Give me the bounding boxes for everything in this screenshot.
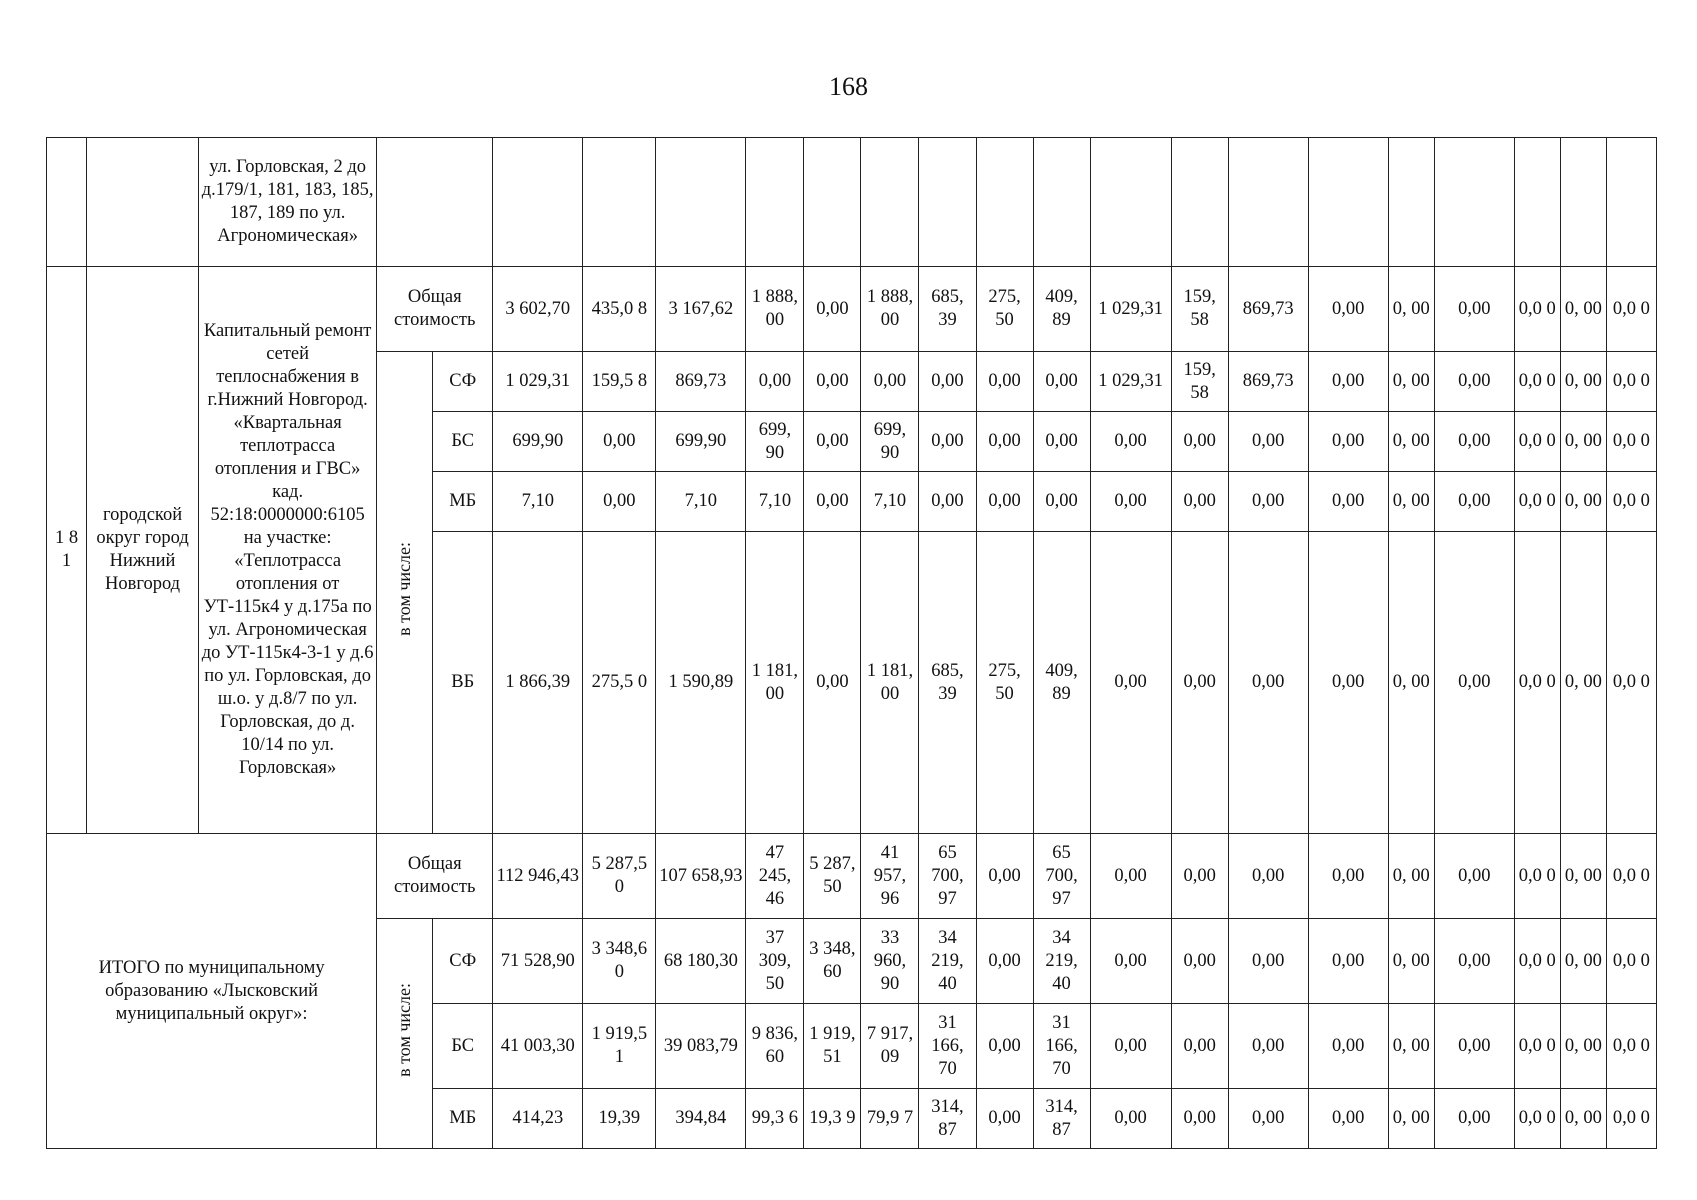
value-cell: 699,90 <box>656 412 746 472</box>
value-cell: 0,00 <box>1090 834 1171 919</box>
value-cell: 0, 00 <box>1388 1089 1434 1149</box>
value-cell: 41 957, 96 <box>861 834 919 919</box>
including-label: в том числе: <box>394 983 415 1077</box>
page-number: 168 <box>829 72 868 101</box>
value-cell: 394,84 <box>656 1089 746 1149</box>
object-address-cell: ул. Горловская, 2 до д.179/1, 181, 183, 185, 187, 189 по ул. Агрономическая» <box>199 138 377 267</box>
value-cell: 0,0 0 <box>1606 1004 1656 1089</box>
value-cell: 0, 00 <box>1388 834 1434 919</box>
value-cell: 0, 00 <box>1560 532 1606 834</box>
value-cell: 1 029,31 <box>1090 267 1171 352</box>
value-cell: 0,00 <box>1308 532 1388 834</box>
row-number-cell: 1 8 1 <box>47 267 87 834</box>
value-cell: 1 181, 00 <box>746 532 804 834</box>
value-cell: 0,00 <box>1434 412 1514 472</box>
value-cell: 0,0 0 <box>1514 1089 1560 1149</box>
financing-table <box>46 137 1657 1149</box>
row-label-cell: БС <box>433 412 493 472</box>
value-cell: 0, 00 <box>1560 834 1606 919</box>
value-cell: 0,0 0 <box>1606 919 1656 1004</box>
value-cell: 0,00 <box>1090 532 1171 834</box>
value-cell: 0, 00 <box>1388 1004 1434 1089</box>
value-cell: 0,00 <box>1308 834 1388 919</box>
value-cell: 0,00 <box>1171 472 1228 532</box>
value-cell: 1 888, 00 <box>746 267 804 352</box>
value-cell: 0,00 <box>976 1089 1033 1149</box>
value-cell: 0,00 <box>1308 267 1388 352</box>
value-cell: 0,00 <box>1228 919 1308 1004</box>
value-cell: 0,0 0 <box>1606 472 1656 532</box>
value-cell: 0,0 0 <box>1606 267 1656 352</box>
value-cell: 0,00 <box>1090 1089 1171 1149</box>
value-cell: 0, 00 <box>1388 412 1434 472</box>
value-cell: 0, 00 <box>1560 267 1606 352</box>
value-cell: 1 888, 00 <box>861 267 919 352</box>
value-cell: 0,00 <box>919 352 976 412</box>
value-cell: 0, 00 <box>1388 352 1434 412</box>
value-cell: 33 960, 90 <box>861 919 919 1004</box>
value-cell: 7 917, 09 <box>861 1004 919 1089</box>
value-cell: 159,5 8 <box>583 352 656 412</box>
total-row <box>47 834 1657 919</box>
value-cell: 0,00 <box>1434 472 1514 532</box>
value-cell: 0,0 0 <box>1514 472 1560 532</box>
value-cell: 0,00 <box>1171 919 1228 1004</box>
row-label-cell: БС <box>433 1004 493 1089</box>
including-label-cell <box>377 352 433 834</box>
value-cell: 699, 90 <box>746 412 804 472</box>
value-cell: 0,00 <box>1171 1004 1228 1089</box>
value-cell: 68 180,30 <box>656 919 746 1004</box>
value-cell: 0,00 <box>583 412 656 472</box>
value-cell: 0,00 <box>1434 834 1514 919</box>
value-cell: 275,5 0 <box>583 532 656 834</box>
value-cell: 0, 00 <box>1560 412 1606 472</box>
value-cell: 0,00 <box>1228 1004 1308 1089</box>
value-cell: 0,00 <box>1308 1089 1388 1149</box>
value-cell: 275, 50 <box>976 267 1033 352</box>
value-cell: 0, 00 <box>1560 1089 1606 1149</box>
value-cell: 0, 00 <box>1560 1004 1606 1089</box>
value-cell: 7,10 <box>656 472 746 532</box>
value-cell: 5 287, 50 <box>804 834 861 919</box>
value-cell: 79,9 7 <box>861 1089 919 1149</box>
value-cell: 0,00 <box>746 352 804 412</box>
municipality-cell <box>87 138 199 267</box>
value-cell: 0,00 <box>919 472 976 532</box>
value-cell: 0,0 0 <box>1514 532 1560 834</box>
object-description-cell: Капитальный ремонт сетей теплоснабжения в г.Нижний Новгород. «Квартальная теплотрасса отопления и ГВС» кад. 52:18:0000000:6105 на участке: «Теплотрасса отопления от УТ-115к4 у д.175а по ул. Агрономическая до УТ-115к4-3-1 у д.6 по ул. Горловская, до ш.о. у д.8/7 по ул. Горловская, до д. 10/14 по ул. Горловская» <box>199 267 377 834</box>
value-cell: 1 919, 51 <box>804 1004 861 1089</box>
value-cell: 0,00 <box>1171 1089 1228 1149</box>
value-cell: 0, 00 <box>1560 352 1606 412</box>
value-cell: 699,90 <box>493 412 583 472</box>
value-cell: 0,00 <box>804 267 861 352</box>
value-cell: 0,00 <box>1228 1089 1308 1149</box>
row-number-cell <box>47 138 87 267</box>
value-cell: 0,00 <box>1308 919 1388 1004</box>
value-cell: 314, 87 <box>1033 1089 1090 1149</box>
value-cell: 1 866,39 <box>493 532 583 834</box>
value-cell: 0,00 <box>1308 472 1388 532</box>
value-cell: 0, 00 <box>1560 919 1606 1004</box>
value-cell: 414,23 <box>493 1089 583 1149</box>
value-cell: 314, 87 <box>919 1089 976 1149</box>
value-cell: 37 309, 50 <box>746 919 804 1004</box>
row-label-cell: ВБ <box>433 532 493 834</box>
value-cell: 0,00 <box>1434 352 1514 412</box>
value-cell: 65 700, 97 <box>1033 834 1090 919</box>
value-cell: 409, 89 <box>1033 267 1090 352</box>
row-label-cell: Общая стоимость <box>377 267 493 352</box>
value-cell: 3 348, 60 <box>804 919 861 1004</box>
value-cell: 409, 89 <box>1033 532 1090 834</box>
value-cell: 0,00 <box>976 919 1033 1004</box>
value-cell: 0,00 <box>1308 352 1388 412</box>
value-cell: 34 219, 40 <box>1033 919 1090 1004</box>
value-cell: 0,00 <box>1171 412 1228 472</box>
value-cell: 0, 00 <box>1388 472 1434 532</box>
value-cell: 47 245, 46 <box>746 834 804 919</box>
including-label-cell <box>377 919 433 1149</box>
value-cell: 0,0 0 <box>1514 834 1560 919</box>
value-cell: 699, 90 <box>861 412 919 472</box>
value-cell: 0,0 0 <box>1514 267 1560 352</box>
value-cell: 99,3 6 <box>746 1089 804 1149</box>
row-label-cell: МБ <box>433 472 493 532</box>
value-cell: 0,0 0 <box>1514 919 1560 1004</box>
address-continuation-row <box>47 138 1657 267</box>
value-cell: 0,0 0 <box>1606 532 1656 834</box>
value-cell: 0,00 <box>1228 472 1308 532</box>
value-cell: 0,00 <box>1171 834 1228 919</box>
value-cell: 0,00 <box>1090 919 1171 1004</box>
value-cell: 0,00 <box>1434 267 1514 352</box>
value-cell: 0,00 <box>1033 352 1090 412</box>
value-cell: 31 166, 70 <box>919 1004 976 1089</box>
value-cell: 31 166, 70 <box>1033 1004 1090 1089</box>
value-cell: 0,00 <box>976 472 1033 532</box>
value-cell: 1 029,31 <box>1090 352 1171 412</box>
value-cell: 9 836, 60 <box>746 1004 804 1089</box>
value-cell: 19,39 <box>583 1089 656 1149</box>
value-cell: 0,00 <box>976 412 1033 472</box>
value-cell: 0,00 <box>1228 412 1308 472</box>
value-cell: 0, 00 <box>1388 919 1434 1004</box>
value-cell: 159, 58 <box>1171 267 1228 352</box>
value-cell: 0,00 <box>976 352 1033 412</box>
value-cell: 869,73 <box>1228 267 1308 352</box>
value-cell: 71 528,90 <box>493 919 583 1004</box>
value-cell: 65 700, 97 <box>919 834 976 919</box>
value-cell: 7,10 <box>493 472 583 532</box>
value-cell: 0,00 <box>1434 1089 1514 1149</box>
value-cell: 0,00 <box>1033 472 1090 532</box>
value-cell: 1 590,89 <box>656 532 746 834</box>
value-cell: 159, 58 <box>1171 352 1228 412</box>
value-cell: 685, 39 <box>919 532 976 834</box>
value-cell: 275, 50 <box>976 532 1033 834</box>
value-cell: 1 029,31 <box>493 352 583 412</box>
value-cell: 0,00 <box>1434 919 1514 1004</box>
value-cell: 3 602,70 <box>493 267 583 352</box>
value-cell: 0,00 <box>976 1004 1033 1089</box>
value-cell: 869,73 <box>656 352 746 412</box>
value-cell: 19,3 9 <box>804 1089 861 1149</box>
value-cell: 0,0 0 <box>1606 352 1656 412</box>
value-cell: 869,73 <box>1228 352 1308 412</box>
value-cell: 435,0 8 <box>583 267 656 352</box>
row-label-cell: СФ <box>433 919 493 1004</box>
value-cell: 0, 00 <box>1560 472 1606 532</box>
value-cell: 107 658,93 <box>656 834 746 919</box>
value-cell: 0,00 <box>1228 834 1308 919</box>
value-cell: 0,00 <box>804 412 861 472</box>
value-cell: 685, 39 <box>919 267 976 352</box>
value-cell: 1 181, 00 <box>861 532 919 834</box>
value-cell: 0,00 <box>1033 412 1090 472</box>
value-cell: 1 919,5 1 <box>583 1004 656 1089</box>
value-cell: 34 219, 40 <box>919 919 976 1004</box>
value-cell: 0,00 <box>1434 532 1514 834</box>
entry-row <box>47 267 1657 352</box>
value-cell: 0,00 <box>1090 412 1171 472</box>
value-cell: 0,0 0 <box>1514 352 1560 412</box>
value-cell: 0,00 <box>1308 412 1388 472</box>
municipality-cell: городской округ город Нижний Новгород <box>87 267 199 834</box>
value-cell: 5 287,5 0 <box>583 834 656 919</box>
total-label-cell: ИТОГО по муниципальному образованию «Лысковский муниципальный округ»: <box>47 834 377 1149</box>
value-cell: 0,00 <box>1171 532 1228 834</box>
value-cell: 0, 00 <box>1388 532 1434 834</box>
value-cell: 3 167,62 <box>656 267 746 352</box>
value-cell: 0,00 <box>976 834 1033 919</box>
value-cell: 0,0 0 <box>1606 1089 1656 1149</box>
value-cell: 112 946,43 <box>493 834 583 919</box>
value-cell: 0,00 <box>919 412 976 472</box>
row-label-cell: МБ <box>433 1089 493 1149</box>
value-cell: 0,00 <box>1090 472 1171 532</box>
value-cell: 0,0 0 <box>1514 412 1560 472</box>
value-cell: 0,00 <box>583 472 656 532</box>
value-cell: 41 003,30 <box>493 1004 583 1089</box>
value-cell: 0,00 <box>1308 1004 1388 1089</box>
value-cell: 0,0 0 <box>1606 834 1656 919</box>
value-cell: 0,00 <box>1434 1004 1514 1089</box>
value-cell: 0,0 0 <box>1606 412 1656 472</box>
source-label-cell <box>377 138 493 267</box>
value-cell: 3 348,6 0 <box>583 919 656 1004</box>
value-cell: 0,00 <box>804 472 861 532</box>
value-cell: 0,00 <box>804 532 861 834</box>
including-label: в том числе: <box>394 542 415 636</box>
value-cell: 39 083,79 <box>656 1004 746 1089</box>
value-cell: 7,10 <box>861 472 919 532</box>
value-cell: 0,00 <box>804 352 861 412</box>
value-cell: 0, 00 <box>1388 267 1434 352</box>
value-cell: 0,00 <box>1090 1004 1171 1089</box>
value-cell: 0,0 0 <box>1514 1004 1560 1089</box>
row-label-cell: Общая стоимость <box>377 834 493 919</box>
value-cell: 7,10 <box>746 472 804 532</box>
value-cell: 0,00 <box>861 352 919 412</box>
value-cell: 0,00 <box>1228 532 1308 834</box>
row-label-cell: СФ <box>433 352 493 412</box>
